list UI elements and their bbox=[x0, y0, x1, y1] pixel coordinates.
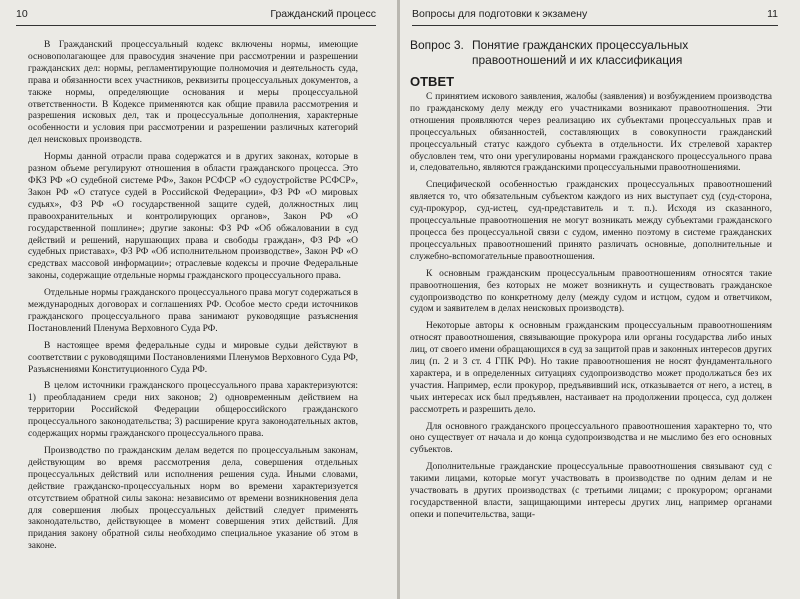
question-heading bbox=[410, 38, 770, 68]
paragraph: В настоящее время федеральные суды и мировые судьи действуют в соответствии с руководящими Постановлениями Пленумов Верховного Суда РФ, Разъяснениями Конституционного Суда РФ. bbox=[28, 340, 358, 375]
right-running-header bbox=[412, 8, 778, 24]
left-page-number: 10 bbox=[16, 8, 28, 20]
right-body-text bbox=[410, 92, 772, 522]
right-page bbox=[400, 0, 800, 599]
paragraph: К основным гражданским процессуальным правоотношениям относятся такие правоотношения, без которых не может возникнуть и существовать гражданское судопроизводство по конкретному делу (между судом и истцом, судом и ответчиком, судом и заявителем в делах неисковых производств). bbox=[410, 268, 772, 315]
left-header-rule bbox=[16, 25, 376, 26]
paragraph: Производство по гражданским делам ведется по процессуальным законам, действующим во время рассмотрения дела, совершения отдельных процессуальных действий или исполнения решения суда. Иными словами, действие гражданско-процессуальных норм во времени характеризуется отсутствием обратной силы закона: независимо от времени возникновения дела для совершения любых процессуальных действий следует применять законодательство, действующее в момент совершения этих действий. Для придания закону обратной силы необходимо специальное указание об этом в законе. bbox=[28, 446, 358, 552]
question-title: Понятие гражданских процессуальных правоотношений и их классификация bbox=[472, 38, 689, 67]
paragraph: Специфической особенностью гражданских процессуальных правоотношений является то, что обязательным субъектом каждого из них выступает суд (суд-сторона, суд-прокурор, суд-истец, суд-представитель и т. п.). Исходя из сказанного, процессуальные правоотношения не могут возникать между субъектами гражданского процесса без процессуальной связи с судом, именно поэтому в системе гражданских процессуальных правоотношений принято различать основные, дополнительные и служебно-вспомогательные правоотношения. bbox=[410, 180, 772, 262]
paragraph: Дополнительные гражданские процессуальные правоотношения связывают суд с такими лицами, которые могут участвовать в производстве по одним делам и не участвовать в других производствах (с третьими лицами; с прокурором; органами государственной власти, защищающими интересы других лиц, например органами опеки и попечительства, защи- bbox=[410, 462, 772, 520]
question-number: Вопрос 3. bbox=[410, 38, 464, 52]
left-body-text bbox=[28, 40, 358, 553]
answer-label: ОТВЕТ bbox=[410, 74, 455, 89]
right-running-title: Вопросы для подготовки к экзамену bbox=[412, 8, 588, 20]
right-page-number: 11 bbox=[767, 8, 778, 20]
left-running-title: Гражданский процесс bbox=[270, 8, 376, 20]
right-header-rule bbox=[412, 25, 778, 26]
left-page bbox=[0, 0, 398, 599]
paragraph: В целом источники гражданского процессуального права характеризуются: 1) преобладанием среди них законов; 2) одновременным действием на территории Российской Федерации общероссийского гражданского процессуального законодательства; 3) расширение круга законодательных актов, содержащих нормы гражданского процессуального права. bbox=[28, 381, 358, 440]
left-running-header bbox=[16, 8, 376, 24]
paragraph: С принятием искового заявления, жалобы (заявления) и возбуждением производства по гражданскому делу между его участниками возникают правоотношения. Эти отношения проявляются через реализацию их субъектами процессуальных прав и процессуальных обязанностей, составляющих в совокупности гражданский процессуальный статус каждого субъекта в отдельности. Их стрелевой характер обусловлен тем, что они урегулированы нормами гражданского процессуального права и, следовательно, являются гражданскими процессуальными правоотношениями. bbox=[410, 92, 772, 174]
paragraph: Для основного гражданского процессуального правоотношения характерно то, что оно существует от начала и до конца судопроизводства и не мыслимо без его основных субъектов. bbox=[410, 421, 772, 456]
paragraph: В Гражданский процессуальный кодекс включены нормы, имеющие основополагающее для правосудия значение при рассмотрении и разрешении гражданских дел: нормы, регламентирующие полномочия и деятельность суда, права и обязанности всех участников, реквизиты процессуальных документов, а также нормы, определяющие основания и меры процессуальной ответственности. В Кодексе применяются как общие правила рассмотрения и разрешения исковых дел, так и процессуальные дополнения, характерные особенности и условия при рассмотрении и разрешении различных категорий дел неисковых производств. bbox=[28, 40, 358, 146]
paragraph: Некоторые авторы к основным гражданским процессуальным правоотношениям относят правоотношения, связывающие прокурора или органы государства либо иных лиц, от своего имени обращающихся в суд за защитой прав и законных интересов других лиц (п. 2 и 3 ст. 4 ГПК РФ). Но такие правоотношения не носят фундаментального характера, и в определенных ситуациях судопроизводство может продолжаться без их участия. Например, если прокурор, предъявивший иск, отказывается от него, а истец, в чьих интересах иск был предъявлен, настаивает на продолжении процесса, суд должен рассмотреть и разрешить дело. bbox=[410, 321, 772, 415]
paragraph: Отдельные нормы гражданского процессуального права могут содержаться в международных договорах и соглашениях РФ. Особое место среди источников гражданского процессуального права занимают руководящие разъяснения Постановлений Пленума Верховного Суда РФ. bbox=[28, 288, 358, 334]
paragraph: Нормы данной отрасли права содержатся и в других законах, которые в разном объеме регулируют отношения в области гражданского процесса. Это ФКЗ РФ «О судебной системе РФ», Закон РСФСР «О судоустройстве РСФСР», Закон РФ «О статусе судей в Российской Федерации», ФЗ РФ «О мировых судьях», ФЗ РФ «О государственной защите судей, должностных лиц правоохранительных и контролирующих органов», Закон РФ «О государственной пошлине»; другие законы: ФЗ РФ «Об обжаловании в суд действий и решений, нарушающих права и свободы граждан», ФЗ РФ «О судебных приставах», ФЗ РФ «Об исполнительном производстве», Закон РФ «О средствах массовой информации»; отраслевые кодексы и прочие Федеральные законы, содержащие отдельные нормы гражданского процессуального права. bbox=[28, 152, 358, 282]
